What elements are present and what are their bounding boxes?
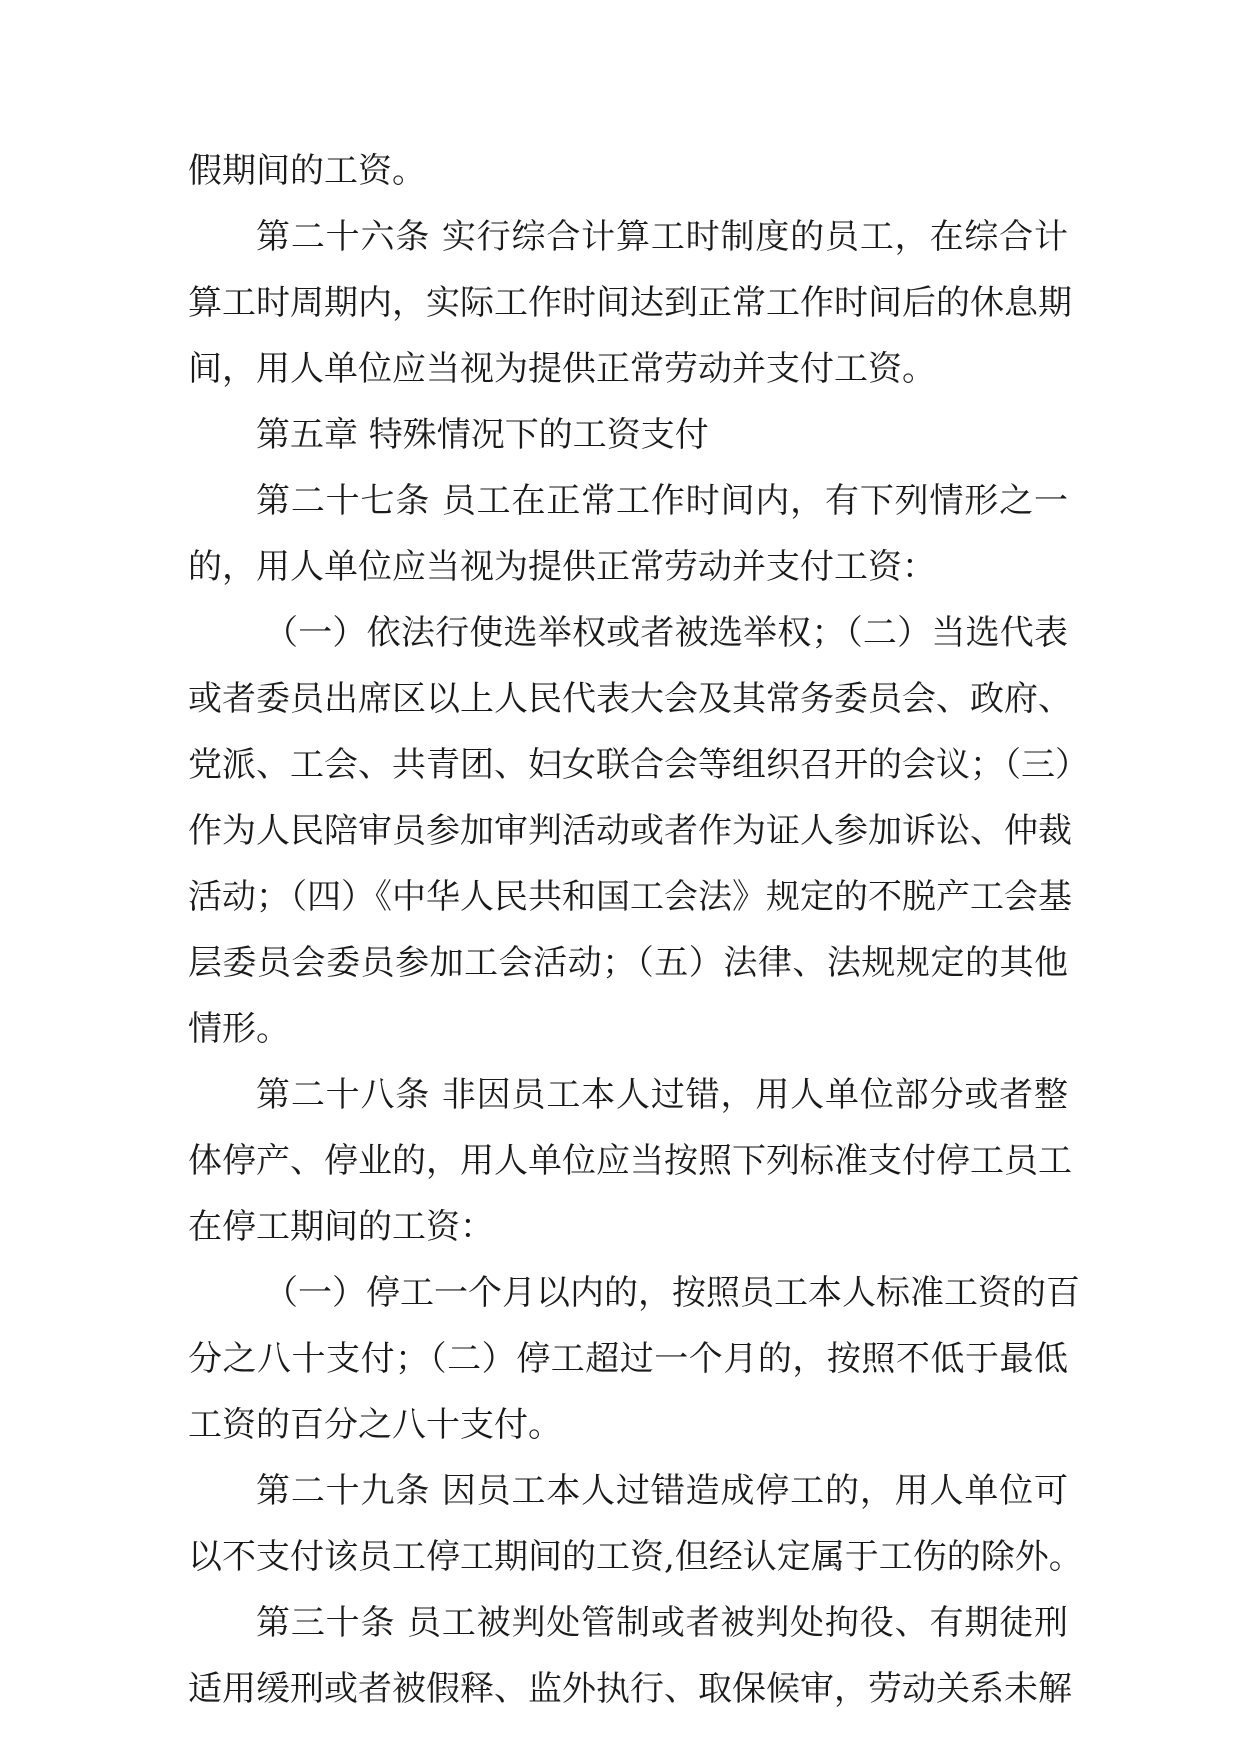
text-line: 以不支付该员工停工期间的工资,但经认定属于工伤的除外。 (188, 1537, 1083, 1577)
text-line: 第二十六条 实行综合计算工时制度的员工，在综合计 (256, 217, 1068, 257)
text-line: 作为人民陪审员参加审判活动或者作为证人参加诉讼、仲裁 (188, 811, 1072, 851)
text-line: 体停产、停业的，用人单位应当按照下列标准支付停工员工 (188, 1141, 1072, 1181)
text-line: 适用缓刑或者被假释、监外执行、取保候审，劳动关系未解 (188, 1669, 1072, 1709)
text-line: 第二十八条 非因员工本人过错，用人单位部分或者整 (256, 1075, 1068, 1115)
text-line: 工资的百分之八十支付。 (188, 1405, 562, 1445)
text-line: 党派、工会、共青团、妇女联合会等组织召开的会议；（三） (188, 745, 1089, 785)
text-line: 分之八十支付；（二）停工超过一个月的，按照不低于最低 (188, 1339, 1068, 1379)
chapter-heading: 第五章 特殊情况下的工资支付 (256, 415, 709, 455)
text-line: 算工时周期内，实际工作时间达到正常工作时间后的休息期 (188, 283, 1072, 323)
text-line: 在停工期间的工资： (188, 1207, 494, 1247)
text-line: （一）依法行使选举权或者被选举权；（二）当选代表 (264, 613, 1068, 653)
text-line: 间，用人单位应当视为提供正常劳动并支付工资。 (188, 349, 936, 389)
text-line: 或者委员出席区以上人民代表大会及其常务委员会、政府、 (188, 679, 1072, 719)
text-line: （一）停工一个月以内的，按照员工本人标准工资的百 (264, 1273, 1080, 1313)
text-line: 假期间的工资。 (188, 151, 426, 191)
text-line: 第二十九条 因员工本人过错造成停工的，用人单位可 (256, 1471, 1068, 1511)
text-line: 情形。 (188, 1009, 290, 1049)
text-line: 第二十七条 员工在正常工作时间内，有下列情形之一 (256, 481, 1068, 521)
text-line: 的，用人单位应当视为提供正常劳动并支付工资： (188, 547, 936, 587)
text-line: 层委员会委员参加工会活动；（五）法律、法规规定的其他 (188, 943, 1068, 983)
text-line: 活动；（四）《中华人民共和国工会法》规定的不脱产工会基 (188, 877, 1072, 917)
text-line: 第三十条 员工被判处管制或者被判处拘役、有期徒刑 (256, 1603, 1068, 1643)
